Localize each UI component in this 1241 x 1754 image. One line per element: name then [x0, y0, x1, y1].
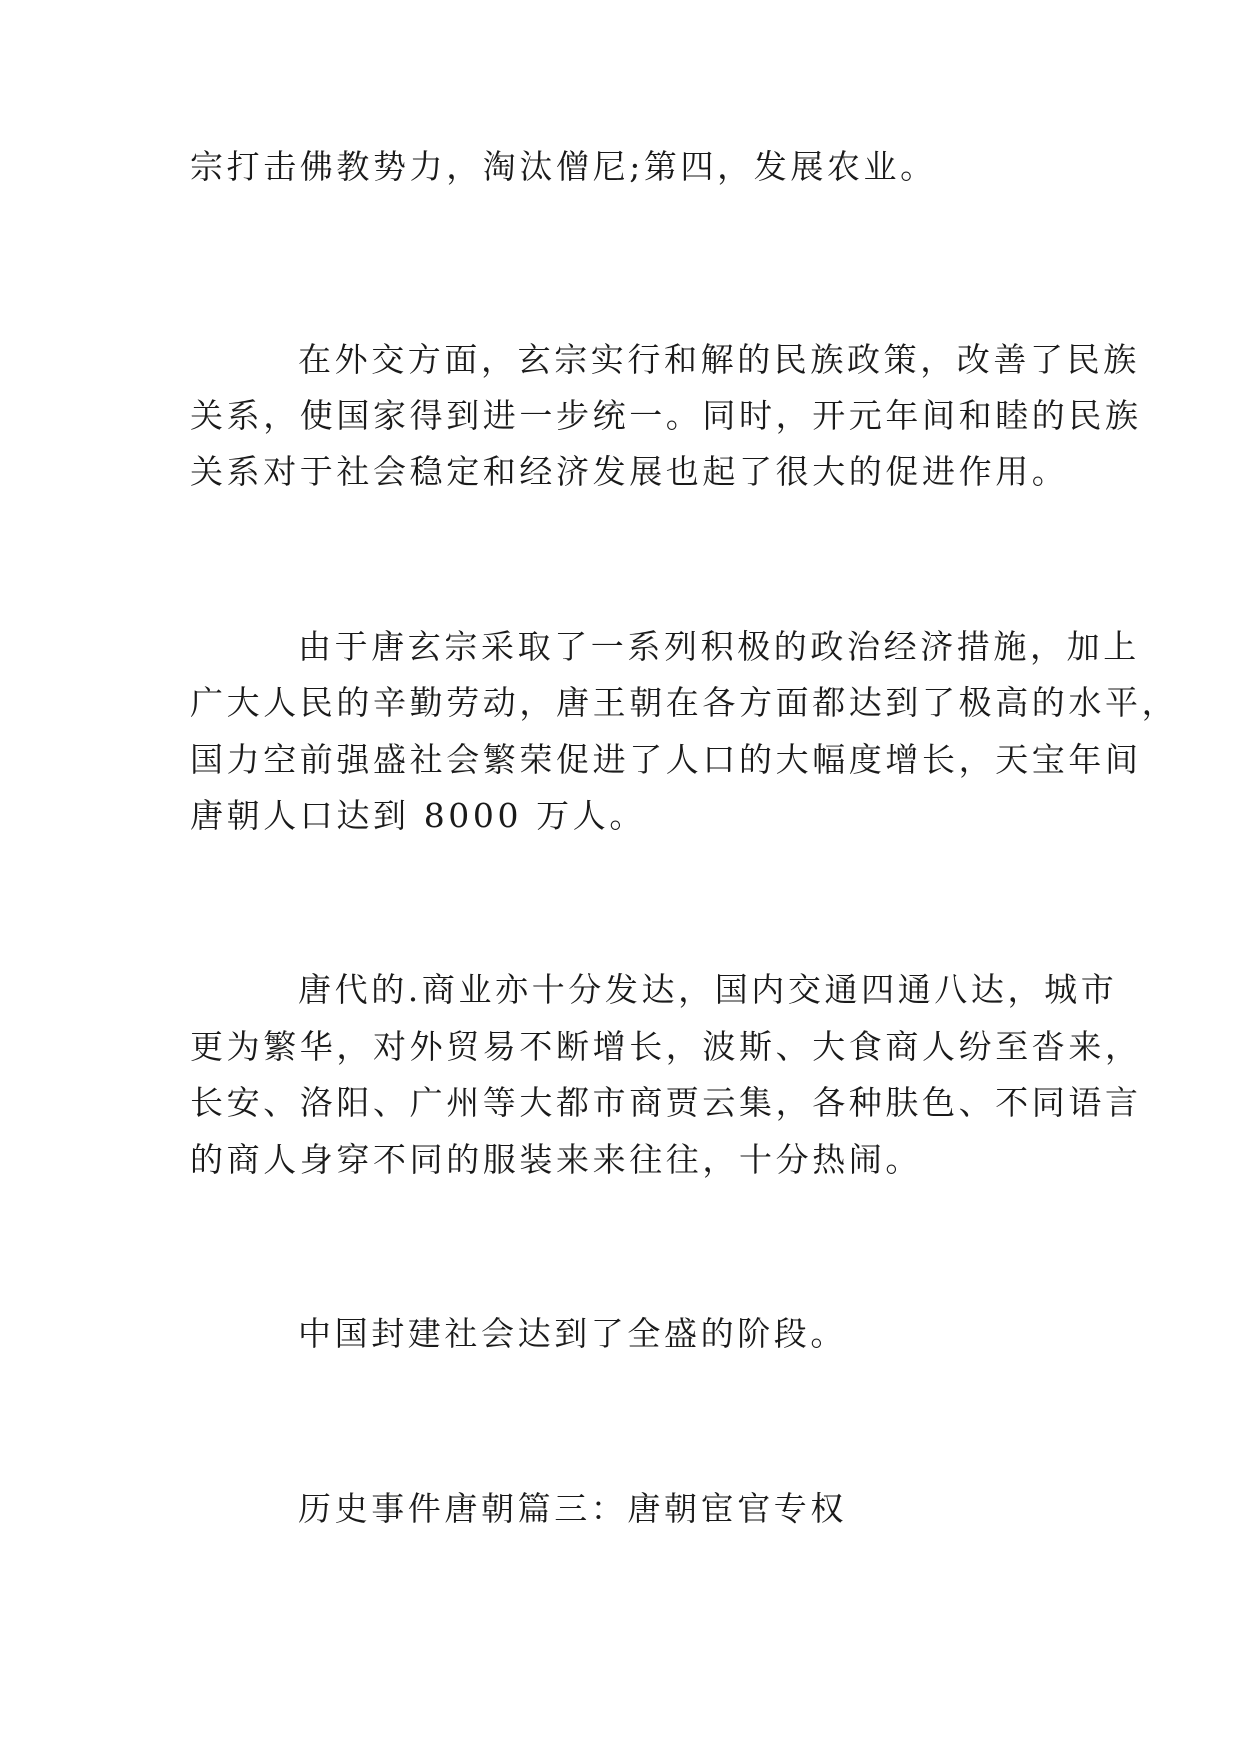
paragraph-line: 更为繁华，对外贸易不断增长，波斯、大食商人纷至沓来，: [190, 1027, 1142, 1066]
paragraph-line: 广大人民的辛勤劳动，唐王朝在各方面都达到了极高的水平，: [190, 683, 1179, 722]
paragraph-line: 中国封建社会达到了全盛的阶段。: [298, 1314, 847, 1353]
paragraph-line: 长安、洛阳、广州等大都市商贾云集，各种肤色、不同语言: [190, 1083, 1142, 1122]
paragraph-line: 国力空前强盛社会繁荣促进了人口的大幅度增长，天宝年间: [190, 740, 1142, 779]
paragraph-line: 宗打击佛教势力，淘汰僧尼;第四，发展农业。: [190, 147, 937, 186]
paragraph-line: 关系对于社会稳定和经济发展也起了很大的促进作用。: [190, 452, 1069, 491]
paragraph-line: 由于唐玄宗采取了一系列积极的政治经济措施，加上: [298, 627, 1140, 666]
paragraph-line: 的商人身穿不同的服装来来往往，十分热闹。: [190, 1140, 922, 1179]
paragraph-line: 关系，使国家得到进一步统一。同时，开元年间和睦的民族: [190, 396, 1142, 435]
paragraph-line: 唐朝人口达到 8000 万人。: [190, 796, 646, 835]
paragraph-line: 在外交方面，玄宗实行和解的民族政策，改善了民族: [298, 340, 1140, 379]
paragraph-line: 唐代的.商业亦十分发达，国内交通四通八达，城市: [298, 970, 1118, 1009]
section-heading: 历史事件唐朝篇三：唐朝宦官专权: [298, 1489, 847, 1528]
